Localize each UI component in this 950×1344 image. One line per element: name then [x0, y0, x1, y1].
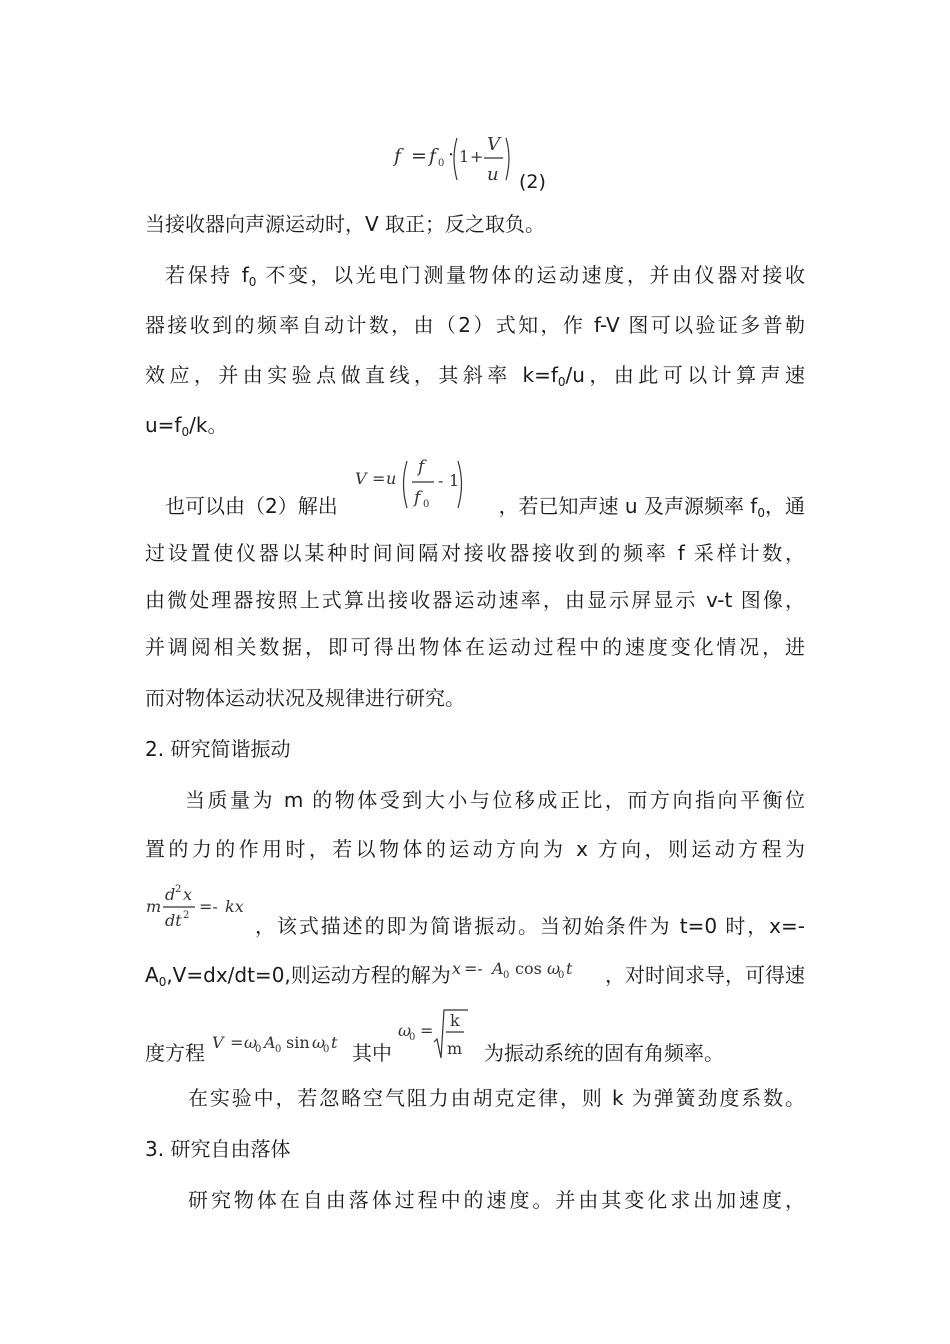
paragraph-solve-line-3: 由微处理器按照上式算出接收器运动速率，由显示屏显示 v-t 图像，	[145, 588, 805, 612]
paragraph-shm-line-3: ，该式描述的即为简谐振动。当初始条件为 t=0 时，x=-	[255, 914, 805, 938]
paragraph-solve-line-1b: ，若已知声速 u 及声源频率 $f_0$，通	[498, 494, 805, 520]
eqV-u: u	[386, 469, 397, 488]
sol-t: t	[566, 959, 573, 978]
paragraph-shm-line-1: 当质量为 m 的物体受到大小与位移成正比，而方向指向平衡位	[185, 788, 805, 812]
eq-equals: =	[411, 145, 427, 167]
paragraph-shm-line-5a: 度方程	[145, 1041, 205, 1065]
sol-w-sub: 0	[558, 970, 565, 981]
paragraph-solve-line-2: 过设置使仪器以某种时间间隔对接收器接收到的频率 f 采样计数，	[145, 541, 805, 565]
eqV-one: 1	[449, 471, 460, 490]
heading-free-fall: 3. 研究自由落体	[145, 1137, 291, 1161]
omega-w-sub: 0	[409, 1032, 416, 1043]
doppler-equation	[385, 128, 525, 188]
paragraph-shm-line-4c: ，对时间求导，可得速	[605, 963, 805, 987]
eqV-equals: =	[372, 469, 386, 488]
eq-one: 1	[459, 147, 470, 166]
paragraph-experiment: 在实验中，若忽略空气阻力由胡克定律，则 k 为弹簧劲度系数。	[188, 1086, 805, 1110]
eqV-minus: -	[438, 471, 444, 490]
paragraph-keep-line-2: 器接收到的频率自动计数，由（2）式知，作 f-V 图可以验证多普勒	[145, 313, 805, 337]
motion-m: m	[146, 897, 162, 916]
omega-eq: =	[420, 1021, 434, 1040]
paragraph-shm-line-4a: $A_0,V=dx/dt=0$,则运动方程的解为	[145, 963, 451, 989]
motion-d: d	[165, 885, 176, 904]
motion-x: x	[183, 885, 193, 904]
motion-dt: dt	[165, 911, 182, 930]
vel-w2-sub: 0	[323, 1044, 330, 1055]
velocity-solve-equation	[352, 456, 472, 516]
sol-A: A	[492, 959, 504, 978]
vel-A-sub: 0	[275, 1044, 282, 1055]
equation-number: (2)	[519, 171, 546, 193]
paragraph-solve-line-4: 并调阅相关数据，即可得出物体在运动过程中的速度变化情况，进	[145, 635, 805, 659]
eq-f0: f	[429, 145, 437, 167]
sol-w: ω	[547, 959, 561, 978]
motion-equation	[143, 880, 253, 932]
paragraph-shm-line-5c: 为振动系统的固有角频率。	[484, 1041, 724, 1065]
paragraph-solve-line-5: 而对物体运动状况及规律进行研究。	[145, 686, 465, 710]
eqV-f0-sub: 0	[423, 499, 430, 510]
paragraph-free-fall: 研究物体在自由落体过程中的速度。并由其变化求出加速度，	[188, 1188, 805, 1212]
omega-w: ω	[398, 1021, 412, 1040]
heading-simple-harmonic: 2. 研究简谐振动	[145, 737, 291, 761]
eqV-f: f	[418, 457, 425, 477]
motion-dt-sq: 2	[183, 910, 190, 921]
eq-V: V	[487, 134, 500, 155]
paragraph-sign-rule: 当接收器向声源运动时，V 取正；反之取负。	[145, 212, 546, 236]
motion-d-sq: 2	[175, 884, 182, 895]
paragraph-shm-line-2: 置的力的作用时，若以物体的运动方向为 x 方向，则运动方程为	[145, 837, 805, 861]
eq-f: f	[394, 145, 402, 167]
eq-dot: ·	[448, 144, 455, 166]
omega-equation	[396, 1006, 476, 1062]
eqV-V: V	[355, 469, 367, 488]
motion-kx: kx	[225, 897, 244, 916]
vel-sin: sin	[286, 1033, 310, 1052]
paragraph-keep-line-1: 若保持 $f_0$ 不变，以光电门测量物体的运动速度，并由仪器对接收	[165, 263, 806, 289]
eq-u: u	[487, 164, 499, 185]
vel-A: A	[264, 1033, 276, 1052]
sol-eq: =-	[464, 959, 483, 978]
paragraph-keep-line-3: 效应，并由实验点做直线，其斜率 $k=f_0/u$，由此可以计算声速	[145, 363, 805, 389]
omega-m: m	[447, 1039, 463, 1058]
sol-x: x	[452, 959, 462, 978]
vel-t: t	[331, 1033, 338, 1052]
paragraph-shm-line-5b: 其中	[352, 1041, 392, 1065]
motion-eq: =-	[199, 897, 218, 916]
vel-w: ω	[244, 1033, 258, 1052]
eq-plus: +	[470, 147, 484, 166]
paragraph-solve-line-1a: 也可以由（2）解出	[165, 494, 338, 518]
sol-A-sub: 0	[503, 970, 510, 981]
solution-equation	[450, 956, 580, 986]
eq-f0-sub: 0	[438, 158, 445, 169]
velocity-equation	[210, 1028, 350, 1058]
vel-w2: ω	[312, 1033, 326, 1052]
vel-eq: =	[230, 1033, 244, 1052]
vel-V: V	[212, 1033, 224, 1052]
omega-k: k	[450, 1011, 460, 1030]
eqV-f0: f	[414, 488, 421, 508]
sol-cos: cos	[515, 959, 542, 978]
vel-w-sub: 0	[255, 1044, 262, 1055]
paragraph-keep-line-4: $u=f_0/k$。	[145, 413, 228, 439]
